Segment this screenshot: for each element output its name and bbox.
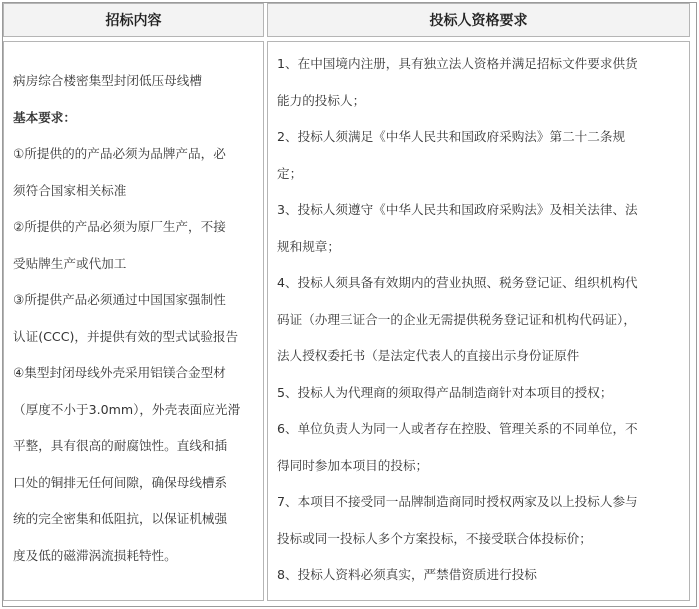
requirement-line: 统的完全密集和低阻抗，以保证机械强	[13, 511, 228, 526]
requirement-line: 口处的铜排无任何间隙，确保母线槽系	[13, 474, 228, 490]
qualification-line: 码证（办理三证合一的企业无需提供税务登记证和机构代码证），	[277, 311, 636, 327]
qualification-line: 1、在中国境内注册，具有独立法人资格并满足招标文件要求供货	[277, 56, 638, 71]
qualification-line: 4、投标人须具备有效期内的营业执照、税务登记证、组织机构代	[277, 275, 638, 290]
requirement-line: ④集型封闭母线外壳采用铝镁合金型材	[13, 365, 226, 380]
item-title: 病房综合楼密集型封闭低压母线槽	[13, 73, 202, 88]
qualification-line: 6、单位负责人为同一人或者存在控股、管理关系的不同单位，不	[277, 421, 638, 436]
qualification-line: 得同时参加本项目的投标；	[277, 457, 429, 473]
qualification-line: 8、投标人资料必须真实，严禁借资质进行投标	[277, 567, 537, 582]
requirement-line: 认证(CCC)，并提供有效的型式试验报告	[13, 328, 239, 344]
requirement-line: ③所提供产品必须通过中国国家强制性	[13, 292, 226, 307]
qualification-line: 2、投标人须满足《中华人民共和国政府采购法》第二十二条规	[277, 129, 626, 144]
requirement-line: （厚度不小于3.0mm），外壳表面应光滑	[13, 401, 241, 417]
requirement-line: ①所提供的的产品必须为品牌产品，必	[13, 146, 226, 161]
qualification-line: 能力的投标人；	[277, 92, 366, 108]
requirement-line: ②所提供的产品必须为原厂生产，不接	[13, 219, 226, 234]
basic-requirements-heading: 基本要求：	[13, 109, 76, 125]
qualification-line: 定；	[277, 165, 303, 181]
bidder-qualifications-text	[277, 46, 685, 594]
qualification-line: 规和规章；	[277, 238, 340, 254]
header-tender-content: 招标内容	[3, 3, 264, 37]
header-bidder-qualifications: 投标人资格要求	[267, 3, 690, 37]
qualification-line: 3、投标人须遵守《中华人民共和国政府采购法》及相关法律、法	[277, 202, 638, 217]
requirement-line: 度及低的磁滞涡流损耗特性。	[13, 547, 177, 563]
requirement-line: 平整，具有很高的耐腐蚀性。直线和插	[13, 438, 228, 453]
qualification-line: 7、本项目不接受同一品牌制造商同时授权两家及以上投标人参与	[277, 494, 638, 509]
qualification-line: 法人授权委托书（是法定代表人的直接出示身份证原件	[277, 348, 580, 363]
requirement-line: 受贴牌生产或代加工	[13, 255, 127, 271]
qualification-line: 5、投标人为代理商的须取得产品制造商针对本项目的授权；	[277, 384, 613, 400]
tender-content-text	[13, 63, 259, 574]
qualification-line: 投标或同一投标人多个方案投标，不接受联合体投标价；	[277, 530, 592, 546]
requirement-line: 须符合国家相关标准	[13, 182, 127, 198]
